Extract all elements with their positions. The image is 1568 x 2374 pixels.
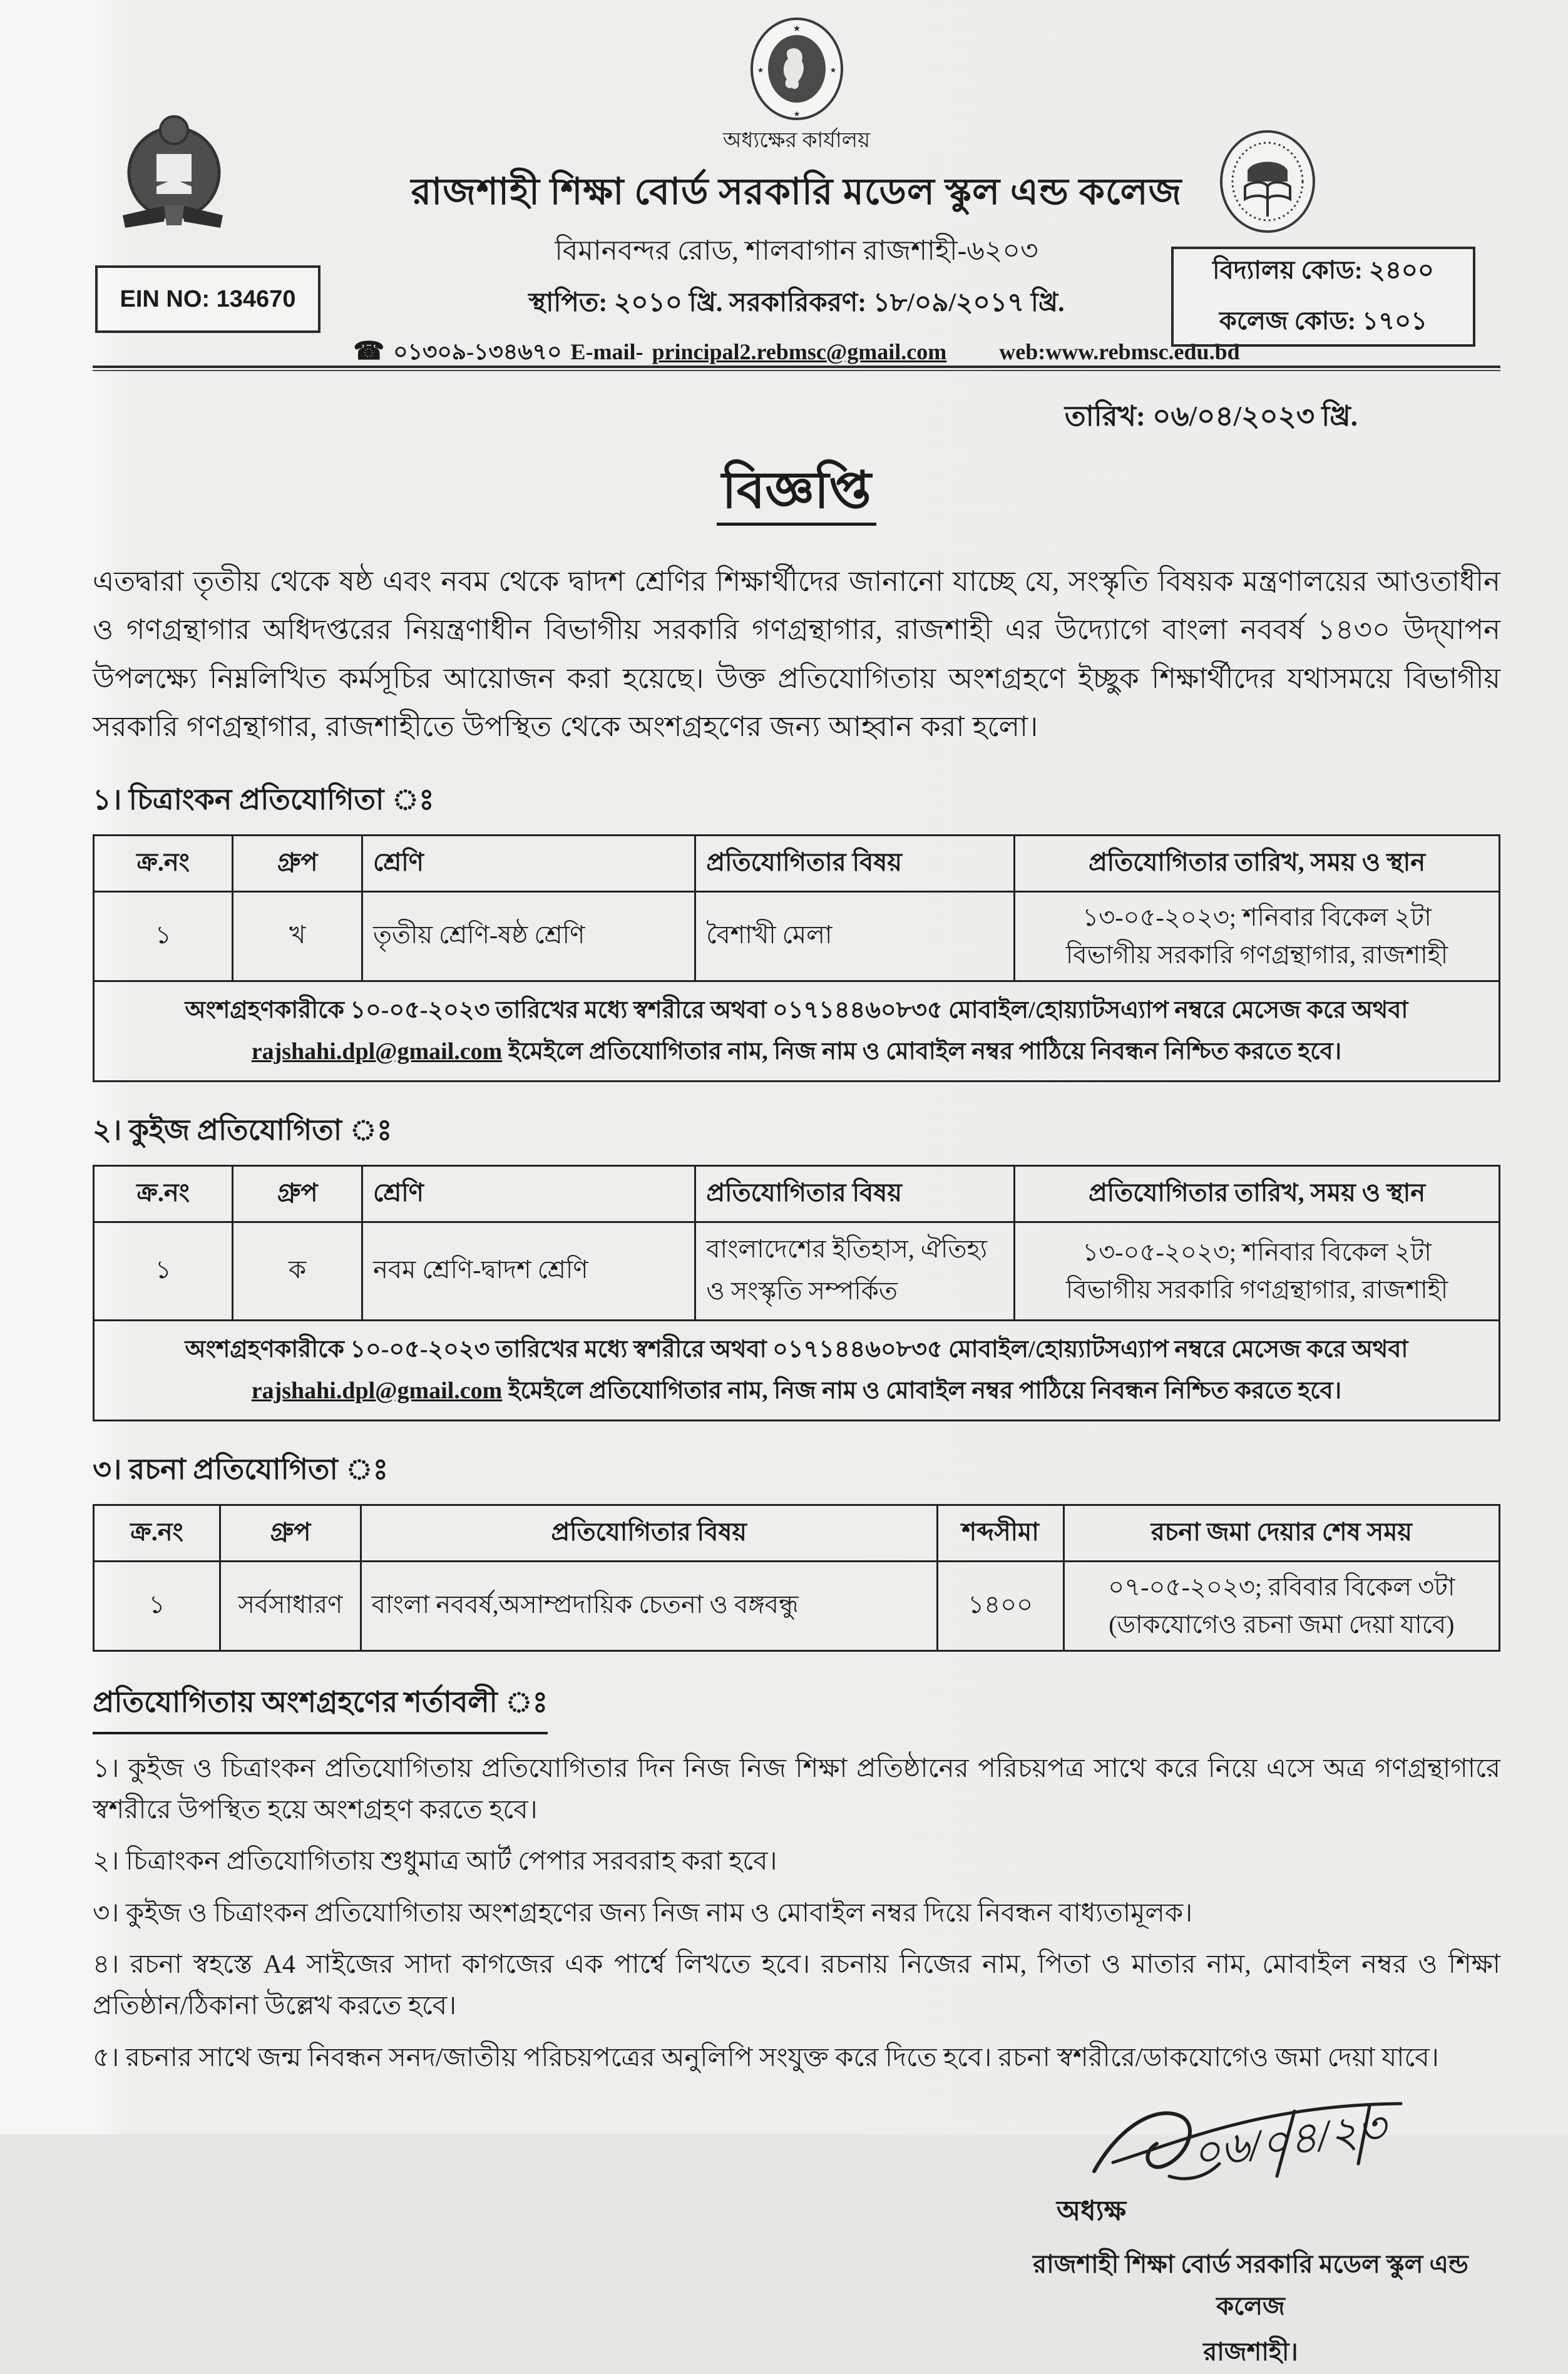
school-code: বিদ্যালয় কোড: ২৪০০ bbox=[1212, 256, 1434, 284]
letterhead bbox=[93, 16, 1500, 365]
col-group: গ্রুপ bbox=[233, 835, 362, 891]
college-code: কলেজ কোড: ১৭০১ bbox=[1219, 307, 1428, 335]
cell-subject: বাংলাদেশের ইতিহাস, ঐতিহ্য ও সংস্কৃতি সম্পর্কিত bbox=[695, 1222, 1015, 1320]
term-item-2: ২। চিত্রাংকন প্রতিযোগিতায় শুধুমাত্র আর্ট পেপার সরবরাহ করা হবে। bbox=[93, 1847, 777, 1876]
table-header-row bbox=[94, 835, 1500, 891]
svg-text:★: ★ bbox=[792, 24, 801, 34]
col-deadline: রচনা জমা দেয়ার শেষ সময় bbox=[1063, 1505, 1499, 1561]
svg-text:★: ★ bbox=[757, 66, 764, 74]
cell-class: তৃতীয় শ্রেণি-ষষ্ঠ শ্রেণি bbox=[362, 891, 695, 981]
notice-body: এতদ্বারা তৃতীয় থেকে ষষ্ঠ এবং নবম থেকে দ্বাদশ শ্রেণির শিক্ষার্থীদের জানানো যাচ্ছে যে, সংস্কৃতি বিষয়ক মন্ত্রণালয়ের আওতাধীন ও গণগ্রন্থাগার অধিদপ্তরের নিয়ন্ত্রণাধীন বিভাগীয় সরকারি গণগ্রন্থাগার, রাজশাহী এর উদ্যোগে বাংলা নববর্ষ ১৪৩০ উদ্‌যাপন উপলক্ষ্যে নিম্নলিখিত কর্মসূচির আয়োজন করা হয়েছে। উক্ত প্রতিযোগিতায় অংশগ্রহণে ইচ্ছুক শিক্ষার্থীদের যথাসময়ে বিভাগীয় সরকারি গণগ্রন্থাগার, রাজশাহীতে উপস্থিত থেকে অংশগ্রহণের জন্য আহ্বান করা হলো। bbox=[93, 566, 1500, 743]
datetime-line2: বিভাগীয় সরকারি গণগ্রন্থাগার, রাজশাহী bbox=[1065, 1275, 1448, 1304]
term-item-3: ৩। কুইজ ও চিত্রাংকন প্রতিযোগিতায় অংশগ্রহণের জন্য নিজ নাম ও মোবাইল নম্বর দিয়ে নিবন্ধন বাধ্যতামূলক। bbox=[93, 1898, 1193, 1928]
col-class: শ্রেণি bbox=[362, 1165, 695, 1222]
establishment-info: স্থাপিত: ২০১০ খ্রি. সরকারিকরণ: ১৮/০৯/২০১৭ খ্রি. bbox=[528, 289, 1065, 317]
cell-datetime bbox=[1015, 1222, 1500, 1320]
col-datetime: প্রতিযোগিতার তারিখ, সময় ও স্থান bbox=[1015, 1165, 1500, 1222]
cell-deadline bbox=[1063, 1561, 1499, 1650]
col-subject: প্রতিযোগিতার বিষয় bbox=[361, 1505, 937, 1561]
deadline-line2: (ডাকযোগেও রচনা জমা দেয়া যাবে) bbox=[1109, 1610, 1455, 1639]
drawing-competition-table bbox=[93, 834, 1500, 1082]
website-url: web:www.rebmsc.edu.bd bbox=[999, 339, 1240, 364]
term-item-1: ১। কুইজ ও চিত্রাংকন প্রতিযোগিতায় প্রতিযোগিতার দিন নিজ নিজ শিক্ষা প্রতিষ্ঠানের পরিচয়পত্র সাথে করে নিয়ে এসে অত্র গণগ্রন্থাগারে স্বশরীরে উপস্থিত হয়ে অংশগ্রহণ করতে হবে। bbox=[93, 1754, 1500, 1824]
col-datetime: প্রতিযোগিতার তারিখ, সময় ও স্থান bbox=[1015, 835, 1500, 891]
table-row bbox=[94, 1561, 1500, 1650]
col-serial: ক্র.নং bbox=[94, 1165, 233, 1222]
school-name: রাজশাহী শিক্ষা বোর্ড সরকারি মডেল স্কুল এন্ড কলেজ bbox=[411, 171, 1182, 212]
datetime-line2: বিভাগীয় সরকারি গণগ্রন্থাগার, রাজশাহী bbox=[1065, 940, 1448, 969]
cell-subject: বৈশাখী মেলা bbox=[695, 891, 1015, 981]
col-subject: প্রতিযোগিতার বিষয় bbox=[695, 1165, 1015, 1222]
col-serial: ক্র.নং bbox=[94, 835, 233, 891]
cell-serial: ১ bbox=[94, 891, 233, 981]
cell-datetime bbox=[1015, 891, 1500, 981]
college-seal-icon bbox=[1216, 129, 1319, 234]
cell-serial: ১ bbox=[94, 1222, 233, 1320]
notice-title: বিজ্ঞপ্তি bbox=[93, 451, 1500, 536]
registration-note-row bbox=[94, 1320, 1500, 1420]
phone-number: ০১৩০৯-১৩৪৬৭০ bbox=[393, 339, 562, 364]
signatory-designation: অধ্যক্ষ bbox=[1057, 2196, 1127, 2227]
cell-serial: ১ bbox=[94, 1561, 220, 1650]
col-class: শ্রেণি bbox=[362, 835, 695, 891]
svg-text:★: ★ bbox=[829, 66, 836, 74]
signature-scribble bbox=[1075, 2089, 1426, 2195]
registration-email: rajshahi.dpl@gmail.com bbox=[251, 1038, 503, 1065]
cell-group: সর্বসাধারণ bbox=[220, 1561, 361, 1650]
registration-note-line2: ইমেইলে প্রতিযোগিতার নাম, নিজ নাম ও মোবাইল নম্বর পাঠিয়ে নিবন্ধন নিশ্চিত করতে হবে। bbox=[508, 1038, 1342, 1065]
email-address: principal2.rebmsc@gmail.com bbox=[652, 339, 947, 364]
telephone-icon: ☎ bbox=[353, 337, 385, 365]
cell-class: নবম শ্রেণি-দ্বাদশ শ্রেণি bbox=[362, 1222, 695, 1320]
registration-note-line1: অংশগ্রহণকারীকে ১০-০৫-২০২৩ তারিখের মধ্যে স্বশরীরে অথবা ০১৭১৪৪৬০৮৩৫ মোবাইল/হোয়্যাটসএ্যাপ নম্বরে মেসেজ করে অথবা bbox=[185, 996, 1408, 1023]
cell-subject: বাংলা নববর্ষ,অসাম্প্রদায়িক চেতনা ও বঙ্গবন্ধু bbox=[361, 1561, 937, 1650]
signature-handwritten-date: ০৬/০৪/২৩ bbox=[1189, 2104, 1390, 2179]
col-subject: প্রতিযোগিতার বিষয় bbox=[695, 835, 1015, 891]
institution-codes-box bbox=[1171, 247, 1475, 347]
signature-block bbox=[1013, 2089, 1489, 2374]
ein-number: EIN NO: 134670 bbox=[120, 285, 296, 312]
ein-number-box bbox=[95, 265, 320, 333]
table-header-row bbox=[94, 1165, 1500, 1222]
cell-group: ক bbox=[233, 1222, 362, 1320]
office-name: অধ্যক্ষের কার্যালয় bbox=[722, 129, 871, 152]
essay-competition-table bbox=[93, 1504, 1500, 1652]
datetime-line1: ১৩-০৫-২০২৩; শনিবার বিকেল ২টা bbox=[1082, 1237, 1432, 1266]
notice-date: তারিখ: ০৬/০৪/২০২৩ খ্রি. bbox=[1064, 401, 1358, 432]
registration-email: rajshahi.dpl@gmail.com bbox=[251, 1378, 503, 1404]
quiz-competition-table bbox=[93, 1165, 1500, 1421]
term-item-4: ৪। রচনা স্বহস্তে A4 সাইজের সাদা কাগজের এক পার্শ্বে লিখতে হবে। রচনায় নিজের নাম, পিতা ও মাতার নাম, মোবাইল নম্বর ও শিক্ষা প্রতিষ্ঠান/ঠিকানা উল্লেখ করতে হবে। bbox=[93, 1950, 1500, 2021]
cell-group: খ bbox=[233, 891, 362, 981]
registration-note-line1: অংশগ্রহণকারীকে ১০-০৫-২০২৩ তারিখের মধ্যে স্বশরীরে অথবা ০১৭১৪৪৬০৮৩৫ মোবাইল/হোয়্যাটসএ্যাপ নম্বরে মেসেজ করে অথবা bbox=[185, 1336, 1408, 1363]
cell-word-limit: ১৪০০ bbox=[937, 1561, 1063, 1650]
section-heading-essay: ৩। রচনা প্রতিযোগিতা ঃ bbox=[93, 1453, 389, 1485]
col-serial: ক্র.নং bbox=[94, 1505, 220, 1561]
table-header-row bbox=[94, 1505, 1500, 1561]
terms-list bbox=[93, 1748, 1500, 2079]
datetime-line1: ১৩-০৫-২০২৩; শনিবার বিকেল ২টা bbox=[1082, 903, 1432, 931]
registration-note-line2: ইমেইলে প্রতিযোগিতার নাম, নিজ নাম ও মোবাইল নম্বর পাঠিয়ে নিবন্ধন নিশ্চিত করতে হবে। bbox=[508, 1378, 1342, 1404]
terms-heading: প্রতিযোগিতায় অংশগ্রহণের শর্তাবলী ঃ bbox=[93, 1681, 548, 1734]
signatory-institution: রাজশাহী শিক্ষা বোর্ড সরকারি মডেল স্কুল এন্ড কলেজ bbox=[1033, 2250, 1468, 2321]
school-crest-icon bbox=[104, 105, 242, 249]
col-group: গ্রুপ bbox=[233, 1165, 362, 1222]
signatory-place: রাজশাহী। bbox=[1203, 2338, 1298, 2366]
deadline-line1: ০৭-০৫-২০২৩; রবিবার বিকেল ৩টা bbox=[1108, 1572, 1455, 1601]
table-row bbox=[94, 891, 1500, 981]
section-heading-drawing: ১। চিত্রাংকন প্রতিযোগিতা ঃ bbox=[93, 783, 434, 816]
term-item-5: ৫। রচনার সাথে জন্ম নিবন্ধন সনদ/জাতীয় পরিচয়পত্রের অনুলিপি সংযুক্ত করে দিতে হবে। রচনা স্বশরীরে/ডাকযোগেও জমা দেয়া যাবে। bbox=[93, 2043, 1439, 2072]
email-label: E-mail- bbox=[570, 339, 643, 364]
svg-text:★: ★ bbox=[793, 110, 800, 118]
col-word-limit: শব্দসীমা bbox=[937, 1505, 1063, 1561]
table-row bbox=[94, 1222, 1500, 1320]
government-seal-icon bbox=[747, 16, 847, 121]
section-heading-quiz: ২। কুইজ প্রতিযোগিতা ঃ bbox=[93, 1113, 392, 1146]
registration-note-row bbox=[94, 981, 1500, 1081]
school-address: বিমানবন্দর রোড, শালবাগান রাজশাহী-৬২০৩ bbox=[555, 235, 1038, 266]
col-group: গ্রুপ bbox=[220, 1505, 361, 1561]
